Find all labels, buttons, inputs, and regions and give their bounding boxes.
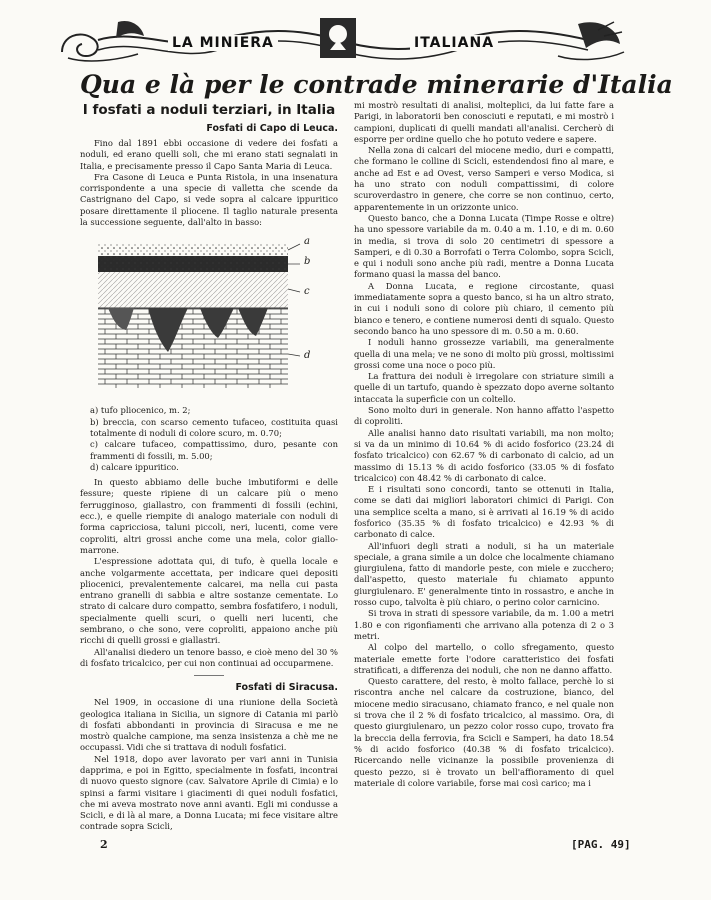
banner-title-left: LA MINIERA xyxy=(168,35,278,51)
paragraph: Fino dal 1891 ebbi occasione di vedere dei fosfati a noduli, ed erano quelli soli, che mi erano stati segnalati in Italia, e precisamente presso il Capo Santa Maria di Leuca. xyxy=(80,138,338,171)
paragraph: E i risultati sono concordi, tanto se ottenuti in Italia, come se dati dai migliori laboratori chimici di Parigi. Con una semplice scelta a mano, si è arrivati al 16.19 % di acido fosforico (35.35 % di fosfato tricalcico) e 42.93 % di carbonato di calce. xyxy=(354,484,614,540)
figure-label-b: b xyxy=(304,256,311,268)
section-title-siracusa: Fosfati di Siracusa. xyxy=(235,682,338,694)
paragraph: Nel 1909, in occasione di una riunione della Società geologica italiana in Sicilia, un signore di Catania mi parlò di fosfati abbondanti in provincia di Siracusa e me ne mostrò qualche campione, ma senza insistenza a chè me ne occupassi. Vidi che si trattava di noduli fosfatici. xyxy=(80,697,338,753)
paragraph: La frattura dei noduli è irregolare con striature simili a quelle di un tartufo, quando è spezzato dopo averne soltanto intaccata la superficie con un coltello. xyxy=(354,371,614,404)
figure-label-c: c xyxy=(304,286,310,298)
paragraph: In questo abbiamo delle buche imbutiformi e delle fessure; queste ripiene di un calcare più o meno ferrugginoso, giallastro, con frammenti di fossili (echini, ecc.), e quelle riempite di analogo materiale con noduli di forma capricciosa, taluni piccoli, neri, lucenti, come vere coproliti, altri grossi anche come una mela, color giallo-marrone. xyxy=(80,477,338,555)
article-title: I fosfati a noduli terziari, in Italia xyxy=(82,102,336,118)
legend-item: d) calcare ippuritico. xyxy=(90,461,179,472)
paragraph: I noduli hanno grossezze variabili, ma generalmente quella di una mela; ve ne sono di molto più grossi, moltissimi grossi come una noce o poco più. xyxy=(354,337,614,370)
legend-item: c) calcare tufaceo, compattissimo, duro, pesante con frammenti di fossili, m. 5.00; xyxy=(90,439,338,461)
paragraph: Si trova in strati di spessore variabile, da m. 1.00 a metri 1.80 e con rigonfiamenti che arrivano alla potenza di 2 o 3 metri. xyxy=(354,608,614,641)
page-title: Qua e là per le contrade minerarie d'Italia xyxy=(80,70,673,99)
ornament-graphic xyxy=(58,14,628,64)
paragraph: L'espressione adottata qui, di tufo, è quella locale e anche volgarmente accettata, per indicare quei depositi pliocenici, prevalentemente calcarei, ma nella cui pasta entrano granelli di sabbia e altre sostanze cementate. Lo strato di calcare duro compatto, sembra fosfatifero, i noduli, specialmente quelli scuri, o quelli neri lucenti, che sembrano, o che sono, vere coproliti, appaiono anche più ricchi di quelli grossi e giallastri. xyxy=(80,556,338,646)
masthead-banner xyxy=(58,14,628,64)
paragraph: Alle analisi hanno dato risultati variabili, ma non molto; si va da un minimo di 10.64 % di acido fosforico (23.24 di fosfato tricalcico) con 62.67 % di carbonato di calcio, ad un massimo di 15.13 % di acido fosforico (33.05 % di fosfato tricalcico) con 48.42 % di carbonato di calce. xyxy=(354,427,614,483)
figure-label-d: d xyxy=(304,350,311,362)
figure-label-a: a xyxy=(304,236,310,248)
section-title-leuca: Fosfati di Capo di Leuca. xyxy=(206,123,338,134)
paragraph: mi mostrò resultati di analisi, molteplici, da lui fatte fare a Parigi, in laboratorii ben conosciuti e reputati, e mi mostrò i campioni, duplicati di quelli mandati all'analisi. Cercherò di esporre per ordine quello che ho potuto vedere e sapere. xyxy=(354,100,614,144)
paragraph: All'infuori degli strati a noduli, si ha un materiale speciale, a grana simile a un dolce che localmente chiamano giurgiulena, fatto di mandorle peste, con miele e zucchero; dall'aspetto, questo materiale fu chiamato appunto giurgiulenaro. E' generalmente tinto in rossastro, e anche in rosso cupo, talvolta è più chiaro, o perino color carnicino. xyxy=(354,540,614,608)
page-number-left: 2 xyxy=(100,838,108,851)
legend-item: a) tufo pliocenico, m. 2; xyxy=(90,405,191,416)
paragraph: Questo banco, che a Donna Lucata (Timpe Rosse e oltre) ha uno spessore variabile da m. 0.40 a m. 1.10, e di m. 0.60 in media, si trova di solo 20 centimetri di spessore a Samperi, e di 0.30 a Borrofati o Terra Colombo, sopra Scicli, e qui i noduli sono anche più radi, mentre a Donna Lucata formano quasi la massa del banco. xyxy=(354,212,614,280)
page-number-right: [PAG. 49] xyxy=(571,838,631,851)
paragraph: A Donna Lucata, e regione circostante, quasi immediatamente sopra a questo banco, si ha un altro strato, in cui i noduli sono di colore più chiaro, il cemento più bianco e tenero, e contiene numerosi denti di squalo. Questo secondo banco ha uno spessore di m. 0.50 a m. 0.60. xyxy=(354,280,614,336)
legend-item: b) breccia, con scarso cemento tufaceo, costituita quasi totalmente di noduli di colore scuro, m. 0.70; xyxy=(90,416,338,438)
paragraph: Questo carattere, del resto, è molto fallace, perchè lo si riscontra anche nel calcare da costruzione, bianco, del miocene medio siracusano, chiamato franco, e nel quale non si trova che il 2 % di fosfato tricalcico, al massimo. Ora, di questo giurgiulenaro, un pezzo color rosso cupo, trovato fra la breccia della ferrovia, fra Scicli e Samperi, ha dato 18.54 % di acido fosforico (40.38 % di fosfato tricalcico). Ricercando nelle vicinanze la possibile provenienza di questo pezzo, si è trovato un bell'affioramento di quel materiale di colore variabile, forse mai così carico; ma i xyxy=(354,676,614,788)
section-divider xyxy=(194,675,224,676)
banner-title-right: ITALIANA xyxy=(410,35,498,51)
paragraph: Al colpo del martello, o collo sfregamento, questo materiale emette forte l'odore caratteristico dei fosfati stratificati, a differenza dei noduli, che non ne danno affatto. xyxy=(354,642,614,675)
paragraph: Sono molto duri in generale. Non hanno affatto l'aspetto di coproliti. xyxy=(354,405,614,427)
right-column xyxy=(354,100,614,789)
geological-section-figure xyxy=(88,234,328,399)
strata-drawing xyxy=(88,234,328,399)
paragraph: All'analisi diedero un tenore basso, e cioè meno del 30 % di fosfato tricalcico, per cui non continuai ad occuparmene. xyxy=(80,646,338,668)
paragraph: Fra Casone di Leuca e Punta Ristola, in una insenatura corrispondente a una specie di valletta che scende da Castrignano del Capo, si vede sopra al calcare ippuritico posare direttamente il pliocene. Il taglio naturale presenta la successione seguente, dall'alto in basso: xyxy=(80,171,338,228)
figure-legend xyxy=(80,405,338,473)
left-column xyxy=(80,100,338,833)
paragraph: Nella zona di calcari del miocene medio, duri e compatti, che formano le colline di Scicli, estendendosi fino al mare, e anche ad Est e ad Ovest, verso Samperi e verso Modica, si ha uno strato con noduli compattissimi, di colore scuroverdastro in genere, che corre se non continuo, certo, apparentemente in un orizzonte unico. xyxy=(354,145,614,212)
paragraph: Nel 1918, dopo aver lavorato per vari anni in Tunisia dapprima, e poi in Egitto, specialmente in fosfati, incontrai di nuovo questo signore (cav. Salvatore Aprile di Cimia) e lo spinsi a farmi visitare i giacimenti di quei noduli fosfatici, che mi aveva mostrato nove anni avanti. Egli mi condusse a Scicli, e di là al mare, a Donna Lucata; mi fece visitare altre contrade sopra Scicli, xyxy=(80,753,338,832)
